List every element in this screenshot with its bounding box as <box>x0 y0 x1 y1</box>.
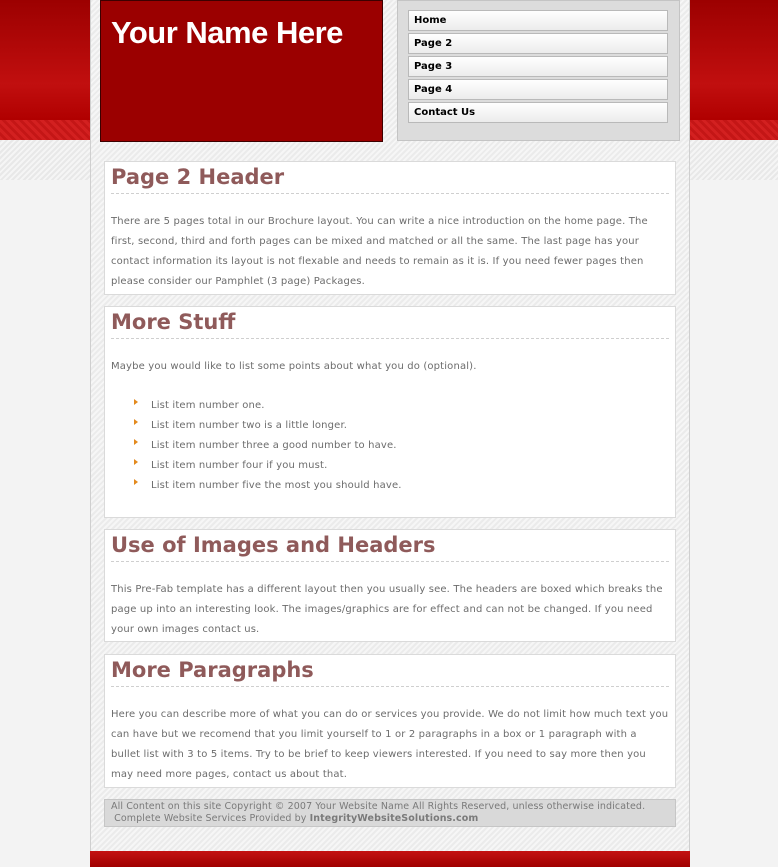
page-bottom-bar <box>90 851 690 867</box>
content-section-more-paragraphs <box>104 654 676 788</box>
list-item <box>111 436 669 456</box>
footer-credit-link[interactable]: IntegrityWebsiteSolutions.com <box>309 813 479 824</box>
bullet-arrow-icon <box>134 399 138 405</box>
site-title: Your Name Here <box>111 15 343 50</box>
list-item-text: List item number two is a little longer. <box>151 420 348 431</box>
section-heading: More Stuff <box>111 307 669 339</box>
section-paragraph: Maybe you would like to list some points about what you do (optional). <box>111 361 477 372</box>
section-heading: More Paragraphs <box>111 655 669 687</box>
site-header <box>100 0 383 142</box>
section-heading: Page 2 Header <box>111 162 669 194</box>
section-paragraph: There are 5 pages total in our Brochure layout. You can write a nice introduction on the home page. The first, second, third and forth pages can be mixed and matched or all the same. The last page has your contact information its layout is not flexable and needs to remain as it is. If you need fewer pages then please consider our Pamphlet (3 page) Packages. <box>111 216 648 287</box>
section-paragraph: Here you can describe more of what you can do or services you provide. We do not limit how much text you can have but we recomend that you limit yourself to 1 or 2 paragraphs in a box or 1 paragraph with a bullet list with 3 to 5 items. Try to be brief to keep viewers interested. If you need to say more then you may need more pages, contact us about that. <box>111 709 669 780</box>
nav-item-page-4[interactable]: Page 4 <box>408 79 668 100</box>
list-item <box>111 456 669 476</box>
bullet-arrow-icon <box>134 419 138 425</box>
bullet-arrow-icon <box>134 439 138 445</box>
bullet-list <box>111 396 669 496</box>
content-section-images-and-headers <box>104 529 676 642</box>
list-item-text: List item number three a good number to have. <box>151 440 397 451</box>
content-section-more-stuff <box>104 306 676 518</box>
section-heading: Use of Images and Headers <box>111 530 669 562</box>
site-footer <box>104 799 676 827</box>
footer-copyright: All Content on this site Copyright © 2007 Your Website Name All Rights Reserved, unless otherwise indicated. <box>111 801 646 812</box>
list-item-text: List item number five the most you should have. <box>151 480 402 491</box>
content-section-page-2-header <box>104 161 676 295</box>
bullet-arrow-icon <box>134 479 138 485</box>
list-item <box>111 396 669 416</box>
nav-menu <box>397 0 680 141</box>
nav-item-home[interactable]: Home <box>408 10 668 31</box>
list-item-text: List item number four if you must. <box>151 460 328 471</box>
list-item <box>111 416 669 436</box>
footer-credit-text: Complete Website Services Provided by <box>114 813 307 824</box>
list-item <box>111 476 669 496</box>
list-item-text: List item number one. <box>151 400 265 411</box>
section-paragraph: This Pre-Fab template has a different layout then you usually see. The headers are boxed which breaks the page up into an interesting look. The images/graphics are for effect and can not be changed. If you need your own images contact us. <box>111 584 663 635</box>
nav-item-page-3[interactable]: Page 3 <box>408 56 668 77</box>
nav-item-page-2[interactable]: Page 2 <box>408 33 668 54</box>
bullet-arrow-icon <box>134 459 138 465</box>
nav-item-contact-us[interactable]: Contact Us <box>408 102 668 123</box>
